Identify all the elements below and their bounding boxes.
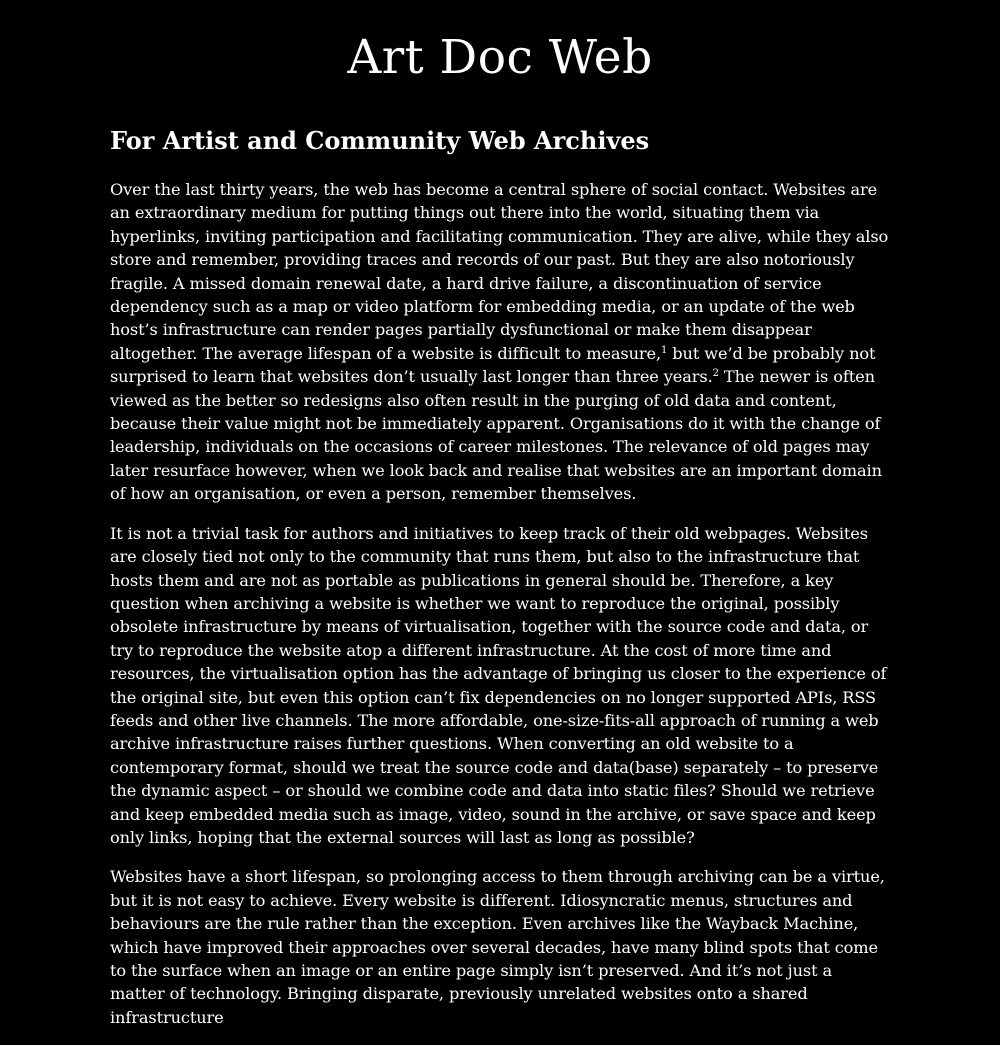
article [110, 124, 890, 1045]
paragraph-text: It is not a trivial task for authors and initiatives to keep track of their old webpages. Websites are closely tied not only to the community that runs them, but also to the infrastructure that hosts them and are not as portable as publications in general should be. Therefore, a key question when archiving a website is whether we want to reproduce the original, possibly obsolete infrastructure by means of virtualisation, together with the source code and data, or try to reproduce the website atop a different infrastructure. At the cost of more time and resources, the virtualisation option has the advantage of bringing us closer to the experience of the original site, but even this option can’t fix dependencies on no longer supported APIs, RSS feeds and other live channels. The more affordable, one-size-fits-all approach of running a web archive infrastructure raises further questions. When converting an old website to a contemporary format, should we treat the source code and data(base) separately – to preserve the dynamic aspect – or should we combine code and data into static files? Should we retrieve and keep embedded media such as image, video, sound in the archive, or save space and keep only links, hoping that the external sources will last as long as possible? [110, 523, 887, 847]
paragraph-text: Websites have a short lifespan, so prolonging access to them through archiving can be a virtue, but it is not easy to achieve. Every website is different. Idiosyncratic menus, structures and behaviours are the rule rather than the exception. Even archives like the Wayback Machine, which have improved their approaches over several decades, have many blind spots that come to the surface when an image or an entire page simply isn’t preserved. And it’s not just a matter of technology. Bringing disparate, previously unrelated websites onto a shared infrastructure [110, 867, 885, 1027]
site-title[interactable]: Art Doc Web [347, 30, 653, 85]
paragraph-text: Over the last thirty years, the web has become a central sphere of social contact. Websites are an extraordinary medium for putting things out there into the world, situating them via hyperlinks, inviting participation and facilitating communication. They are alive, while they also store and remember, providing traces and records of our past. But they are also notoriously fragile. A missed domain renewal date, a hard drive failure, a discontinuation of service dependency such as a map or video platform for embedding media, or an update of the web host’s infrastructure can render pages partially dysfunctional or make them disappear altogether. The average lifespan of a website is difficult to measure, [110, 180, 889, 363]
footnote-ref-1[interactable]: 1 [661, 344, 668, 356]
footnote-ref-2[interactable]: 2 [712, 368, 719, 380]
paragraph-1 [110, 178, 890, 506]
paragraph-text: but we’d be probably not surprised to learn that websites don’t usually last longer than three years. [110, 343, 876, 387]
paragraph-3 [110, 865, 890, 1029]
paragraph-2 [110, 522, 890, 850]
article-heading: For Artist and Community Web Archives [110, 126, 650, 155]
paragraph-text: The newer is often viewed as the better so redesigns also often result in the purging of old data and content, because their value might not be immediately apparent. Organisations do it with the change of leadership, individuals on the occasions of career milestones. The relevance of old pages may later resurface however, when we look back and realise that websites are an important domain of how an organisation, or even a person, remember themselves. [110, 367, 882, 504]
